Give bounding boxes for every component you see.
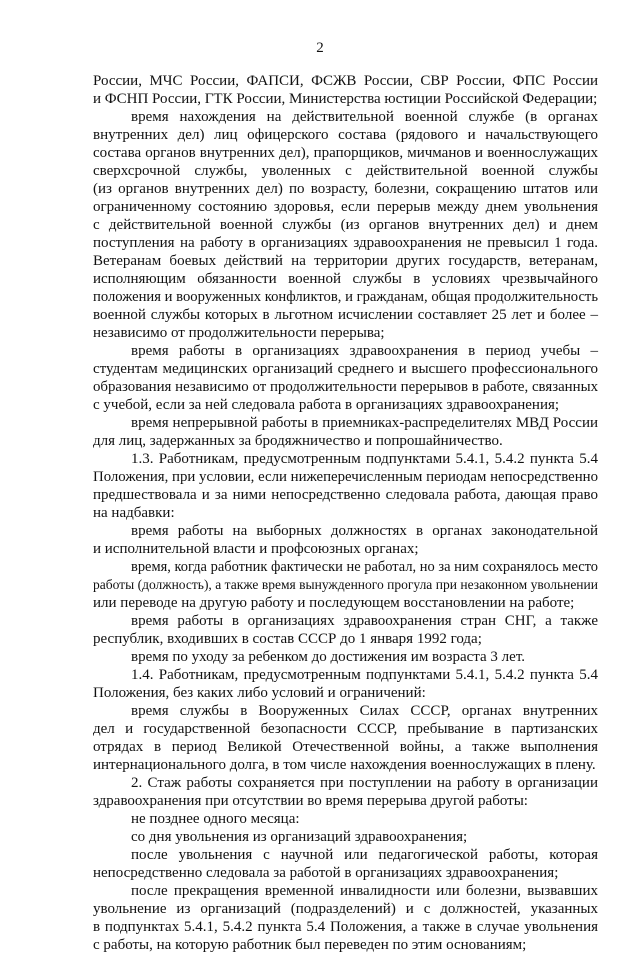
text-line: республик, входивших в состав СССР до 1 января 1992 года;	[93, 631, 482, 647]
text-line: дел и государственной безопасности СССР, пребывание в партизанских	[93, 721, 598, 737]
text-line: предшествовала и за ними непосредственно следовала работа, дающая право	[93, 487, 598, 503]
text-line: время работы на выборных должностях в органах законодательной	[131, 523, 598, 539]
text-line: с действительной военной службы (из органов внутренних дел) и днем	[93, 217, 598, 233]
text-line: (из органов внутренних дел) по возрасту, болезни, сокращению штатов или	[93, 181, 598, 197]
text-line: 2. Стаж работы сохраняется при поступлении на работу в организации	[131, 775, 598, 791]
text-line: не позднее одного месяца:	[131, 811, 300, 827]
text-line: непосредственно следовала за работой в организациях здравоохранения;	[93, 865, 559, 881]
text-line: с учебой, если за ней следовала работа в организациях здравоохранения;	[93, 397, 560, 413]
text-line: Положения, без каких либо условий и ограничений:	[93, 685, 426, 701]
text-line: России, МЧС России, ФАПСИ, ФСЖВ России, СВР России, ФПС России	[93, 73, 598, 89]
text-line: здравоохранения при отсутствии во время перерыва другой работы:	[93, 793, 528, 809]
text-line: исполняющим обязанности военной службы в условиях чрезвычайного	[93, 271, 598, 287]
text-line: образования независимо от продолжительности перерывов в работе, связанных	[93, 379, 598, 395]
page-number: 2	[316, 40, 324, 56]
text-line: Ветеранам боевых действий на территории других государств, ветеранам,	[93, 253, 598, 269]
text-line: время службы в Вооруженных Силах СССР, органах внутренних	[131, 703, 598, 719]
text-line: время нахождения на действительной военной службе (в органах	[131, 109, 598, 125]
text-line: время по уходу за ребенком до достижения им возраста 3 лет.	[131, 649, 525, 665]
text-line: 1.3. Работникам, предусмотренным подпунктами 5.4.1, 5.4.2 пункта 5.4	[131, 451, 598, 467]
text-line: положения и вооруженных конфликтов, и гражданам, общая продолжительность	[93, 289, 598, 305]
text-line: интернационального долга, в том числе нахождения военнослужащих в плену.	[93, 757, 596, 773]
text-line: сверхсрочной службы, уволенных с действительной военной службы	[93, 163, 598, 179]
text-line: после увольнения с научной или педагогической работы, которая	[131, 847, 598, 863]
text-line: внутренних дел) лиц офицерского состава (рядового и начальствующего	[93, 127, 598, 143]
text-line: поступления на работу в организациях здравоохранения не превысил 1 года.	[93, 235, 598, 251]
text-line: студентам медицинских организаций среднего и высшего профессионального	[93, 361, 598, 377]
text-line: после прекращения временной инвалидности или болезни, вызвавших	[131, 883, 598, 899]
text-line: в подпунктах 5.4.1, 5.4.2 пункта 5.4 Положения, а также в случае увольнения	[93, 919, 598, 935]
text-line: со дня увольнения из организаций здравоохранения;	[131, 829, 468, 845]
text-line: 1.4. Работникам, предусмотренным подпунктами 5.4.1, 5.4.2 пункта 5.4	[131, 667, 598, 683]
text-line: время непрерывной работы в приемниках-распределителях МВД России	[131, 415, 598, 431]
text-line: военной службы которых в льготном исчислении составляет 25 лет и более –	[93, 307, 598, 323]
text-line: отрядах в период Великой Отечественной войны, а также выполнения	[93, 739, 598, 755]
text-line: или переводе на другую работу и последующем восстановлении на работе;	[93, 595, 575, 611]
text-line: состава органов внутренних дел), прапорщиков, мичманов и военнослужащих	[93, 145, 598, 161]
document-body	[93, 72, 598, 954]
text-line: увольнение из организаций (подразделений) и с должностей, указанных	[93, 901, 598, 917]
text-line: на надбавки:	[93, 505, 175, 521]
text-line: независимо от продолжительности перерыва;	[93, 325, 385, 341]
text-line: работы (должность), а также время вынужденного прогула при незаконном увольнении	[93, 577, 598, 592]
text-line: и ФСНП России, ГТК России, Министерства юстиции Российской Федерации;	[93, 91, 598, 107]
text-line: время работы в организациях здравоохранения в период учебы –	[131, 343, 598, 359]
text-line: время, когда работник фактически не работал, но за ним сохранялось место	[131, 559, 598, 575]
text-line: ограниченному состоянию здоровья, если перерыв между днем увольнения	[93, 199, 598, 215]
text-line: для лиц, задержанных за бродяжничество и попрошайничество.	[93, 433, 503, 449]
text-line: Положения, при условии, если нижеперечисленным периодам непосредственно	[93, 469, 598, 485]
text-line: и исполнительной власти и профсоюзных органах;	[93, 541, 419, 557]
text-line: время работы в организациях здравоохранения стран СНГ, а также	[131, 613, 598, 629]
text-line: с работы, на которую работник был переведен по этим основаниям;	[93, 937, 527, 953]
